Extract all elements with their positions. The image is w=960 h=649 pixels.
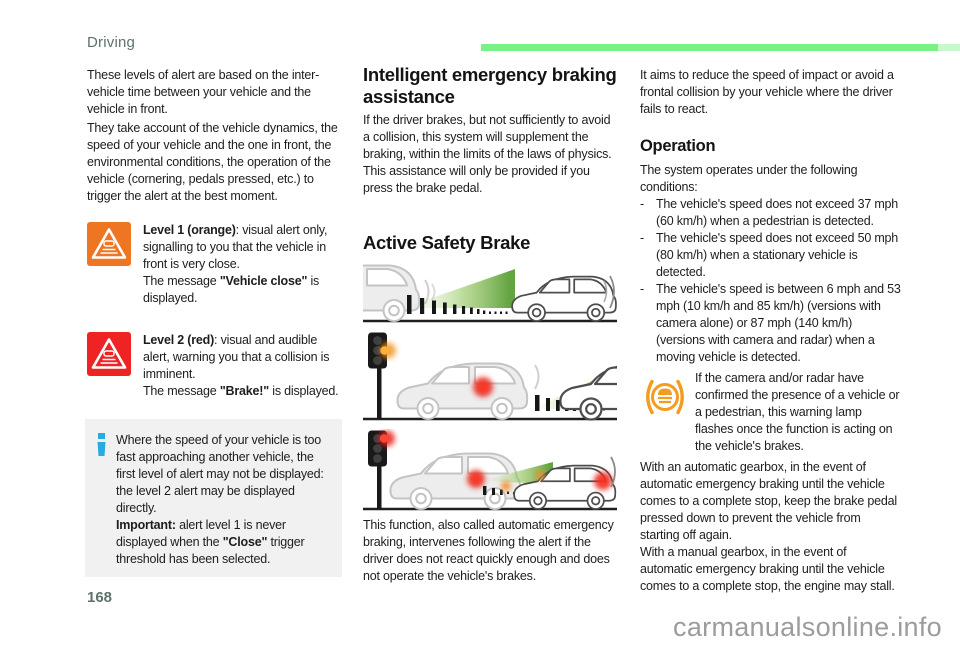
middle-caption-paragraph: This function, also called automatic emergency braking, intervenes following the alert if the driver does not react quickly enough and does not operate the vehicle's brakes.: [363, 518, 614, 583]
left-paragraph-2: They take account of the vehicle dynamics, the speed of your vehicle and the one in front, the environmental conditions, the operation of the vehicle (cornering, pedals pressed, etc.) to trigger the alert at the best moment.: [87, 121, 338, 203]
manual-gearbox-paragraph: With a manual gearbox, in the event of automatic emergency braking until the vehicle comes to a complete stop, the engine may stall.: [640, 545, 895, 593]
heading-active-safety-brake: Active Safety Brake: [363, 232, 531, 253]
middle-intro-paragraph: If the driver brakes, but not sufficiently to avoid a collision, this system will supplement the braking, within the limits of the laws of physics. This assistance will only be provided if you press the brake pedal.: [363, 113, 612, 195]
top-accent-bar-tail: [938, 44, 960, 51]
alert-level-1-text: Level 1 (orange): visual alert only, signalling to you that the vehicle in front is very close. The message "Vehicle close" is displayed.: [143, 223, 328, 305]
condition-item: - The vehicle's speed is between 6 mph and 53 mph (10 km/h and 85 km/h) (versions with camera alone) or 87 mph (140 km/h) (versions with camera and radar) when a moving vehicle is detected.: [640, 282, 901, 364]
traffic-light-amber: [368, 333, 396, 420]
alert-level-1-row: [87, 222, 343, 307]
alert-level-2-text: Level 2 (red): visual and audible alert, warning you that a collision is imminent. The message "Brake!" is displayed.: [143, 333, 339, 398]
section-label: Driving: [87, 34, 136, 51]
lamp-note-text: If the camera and/or radar have confirmed the presence of a vehicle or a pedestrian, this warning lamp flashes once the function is acting on the vehicle's brakes.: [695, 371, 900, 453]
vehicle-distance-alert-red-icon: [87, 332, 131, 376]
illustration-emergency-stop-red-light: [363, 429, 617, 515]
info-icon: [96, 433, 107, 457]
left-paragraph-1: These levels of alert are based on the inter-vehicle time between your vehicle and the vehicle in front.: [87, 68, 320, 116]
condition-item: - The vehicle's speed does not exceed 37 mph (60 km/h) when a pedestrian is detected.: [640, 197, 899, 228]
info-note-box: [85, 419, 342, 577]
conditions-intro: The system operates under the following conditions:: [640, 163, 858, 194]
condition-item: - The vehicle's speed does not exceed 50 mph (80 km/h) when a stationary vehicle is detected.: [640, 231, 899, 279]
bullet-dash: -: [640, 282, 644, 296]
traffic-light-red: [368, 431, 395, 510]
heading-intelligent-braking: Intelligent emergency braking assistance: [363, 64, 617, 107]
vehicle-distance-alert-orange-icon: [87, 222, 131, 266]
heading-operation: Operation: [640, 137, 716, 155]
alert-level-2-row: [87, 332, 343, 400]
info-note-text: Where the speed of your vehicle is too fast approaching another vehicle, the first level of alert may not be displayed: the level 2 alert may be displayed directly. Important: alert level 1 is never displayed when the "Close" trigger threshold has been selected.: [116, 433, 324, 566]
watermark: carmanualsonline.info: [673, 612, 942, 642]
automatic-gearbox-paragraph: With an automatic gearbox, in the event of automatic emergency braking until the vehicle comes to a complete stop, keep the brake pedal pressed down to prevent the vehicle from starting off again.: [640, 460, 897, 542]
illustration-alert-amber-light: [363, 331, 617, 428]
page-number: 168: [87, 589, 113, 606]
conditions-list: [640, 196, 902, 366]
bullet-dash: -: [640, 231, 644, 245]
right-intro-paragraph: It aims to reduce the speed of impact or avoid a frontal collision by your vehicle where the driver fails to react.: [640, 68, 894, 116]
brake-warning-lamp-icon: [640, 372, 690, 422]
gearbox-paragraphs: [640, 459, 902, 595]
illustration-distance-alert-beam: [363, 258, 617, 330]
bullet-dash: -: [640, 197, 644, 211]
top-accent-bar: [481, 44, 938, 51]
